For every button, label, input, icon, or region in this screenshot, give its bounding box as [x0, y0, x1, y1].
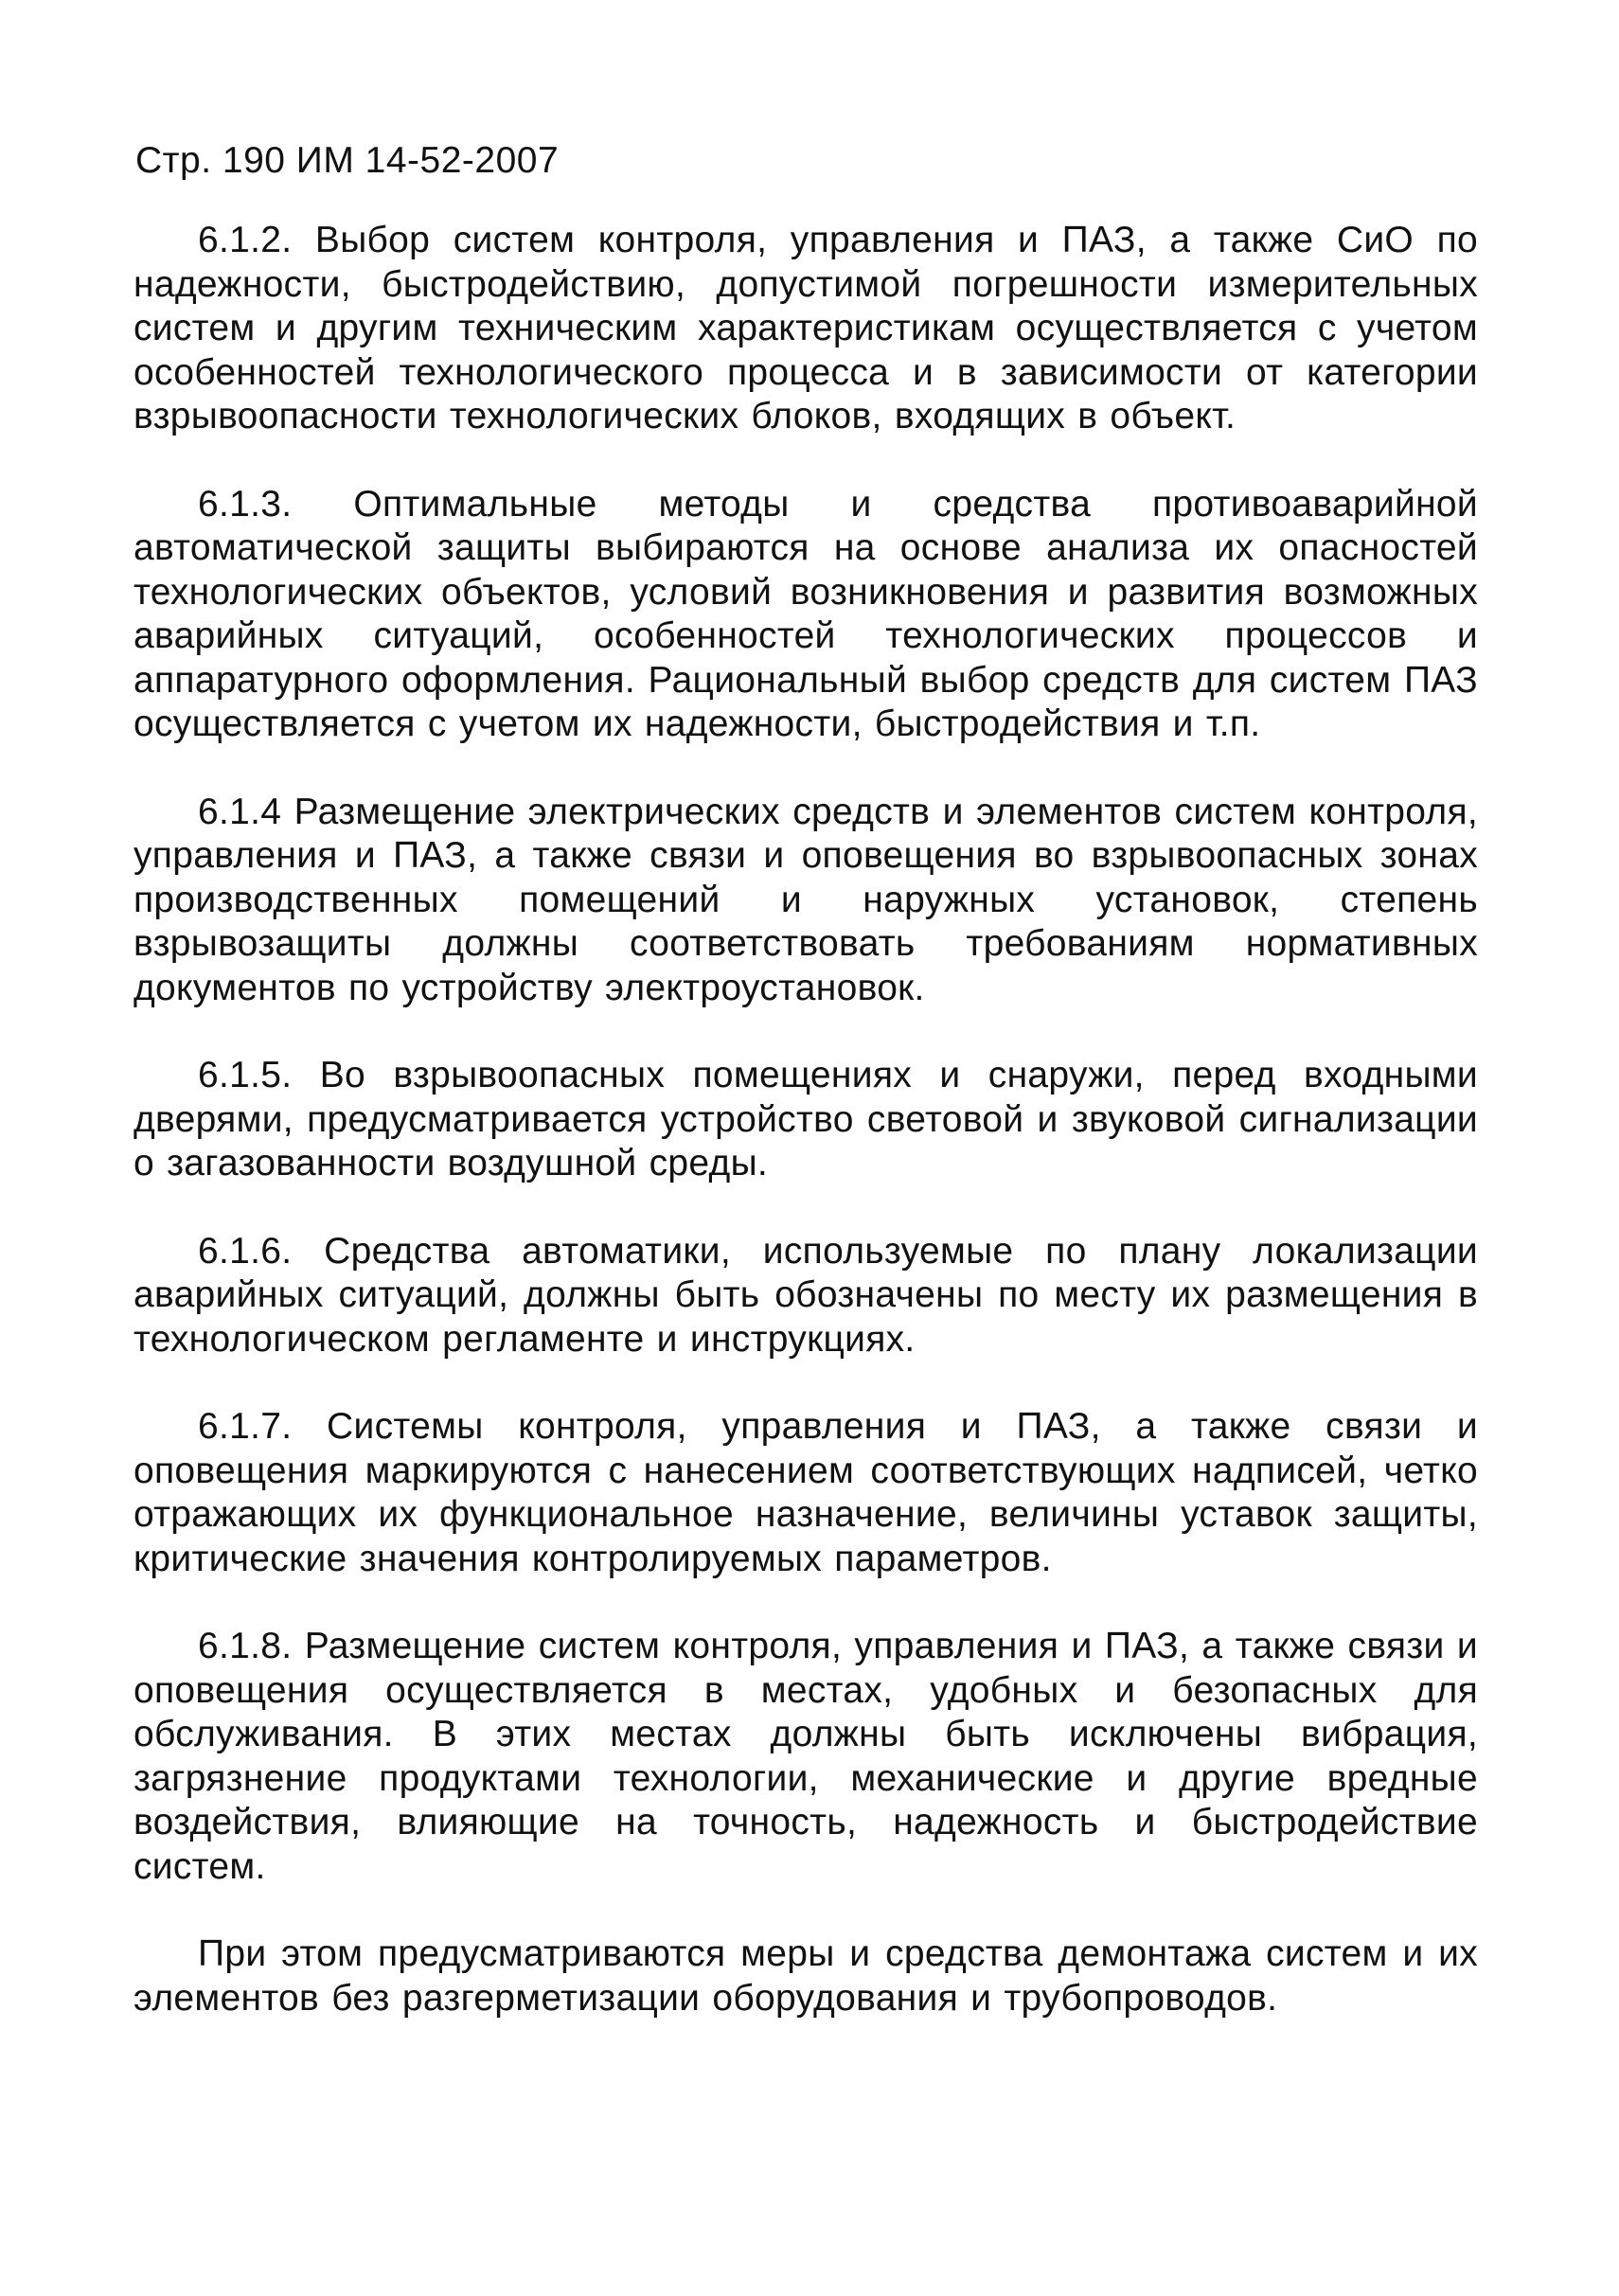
page-header: Стр. 190 ИМ 14-52-2007 — [135, 140, 560, 181]
paragraph-closing: При этом предусматриваются меры и средства демонтажа систем и их элементов без разгерметизации оборудования и трубопроводов. — [133, 1933, 1478, 2019]
paragraph-6-1-7: 6.1.7. Системы контроля, управления и ПАЗ, а также связи и оповещения маркируются с нанесением соответствующих надписей, четко отражающих их функциональное назначение, величины уставок защиты, критические значения контролируемых параметров. — [133, 1406, 1478, 1579]
paragraph-6-1-2: 6.1.2. Выбор систем контроля, управления и ПАЗ, а также СиО по надежности, быстродействию, допустимой погрешности измерительных систем и другим техническим характеристикам осуществляется с учетом особенностей технологического процесса и в зависимости от категории взрывоопасности технологических блоков, входящих в объект. — [133, 220, 1478, 436]
paragraph-6-1-6: 6.1.6. Средства автоматики, используемые по плану локализации аварийных ситуаций, должны быть обозначены по месту их размещения в технологическом регламенте и инструкциях. — [133, 1230, 1478, 1360]
document-body — [133, 219, 1478, 2020]
paragraph-6-1-3: 6.1.3. Оптимальные методы и средства противоаварийной автоматической защиты выбираются на основе анализа их опасностей технологических объектов, условий возникновения и развития возможных аварийных ситуаций, особенностей технологических процессов и аппаратурного оформления. Рациональный выбор средств для систем ПАЗ осуществляется с учетом их надежности, быстродействия и т.п. — [133, 483, 1478, 744]
paragraph-6-1-8: 6.1.8. Размещение систем контроля, управления и ПАЗ, а также связи и оповещения осуществляется в местах, удобных и безопасных для обслуживания. В этих местах должны быть исключены вибрация, загрязнение продуктами технологии, механические и другие вредные воздействия, влияющие на точность, надежность и быстродействие систем. — [133, 1626, 1478, 1887]
paragraph-6-1-5: 6.1.5. Во взрывоопасных помещениях и снаружи, перед входными дверями, предусматривается устройство световой и звуковой сигнализации о загазованности воздушной среды. — [133, 1055, 1478, 1184]
paragraph-6-1-4: 6.1.4 Размещение электрических средств и элементов систем контроля, управления и ПАЗ, а также связи и оповещения во взрывоопасных зонах производственных помещений и наружных установок, степень взрывозащиты должны соответствовать требованиям нормативных документов по устройству электроустановок. — [133, 791, 1478, 1008]
